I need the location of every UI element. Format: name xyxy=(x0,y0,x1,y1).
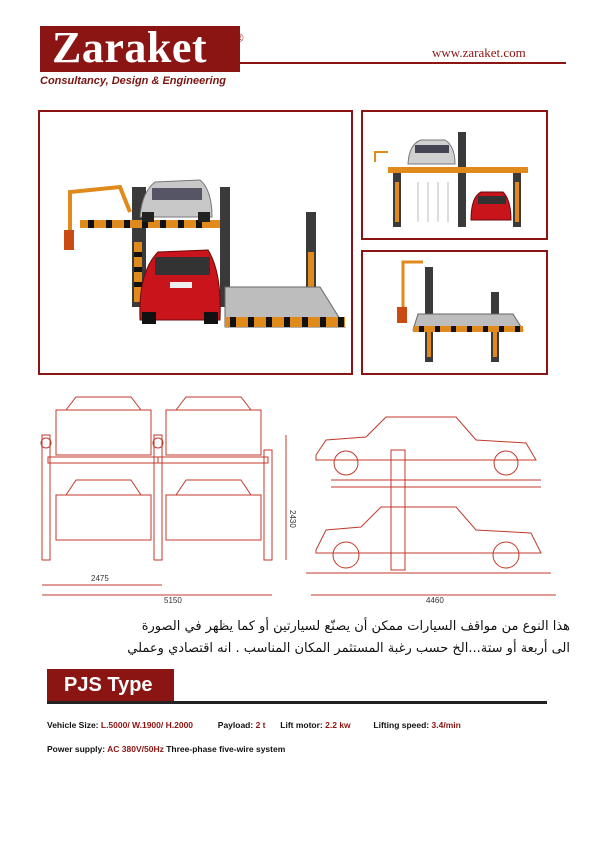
vehicle-size-label: Vehicle Size: xyxy=(47,720,99,730)
lift-motor-value: 2.2 kw xyxy=(325,720,351,730)
double-lift-photo-illustration xyxy=(363,112,546,238)
power-supply-extra: Three-phase five-wire system xyxy=(166,744,286,754)
dimension-label-width-single: 2475 xyxy=(91,574,109,583)
dimension-label-width-total: 5150 xyxy=(164,596,182,605)
dimension-label-length: 4460 xyxy=(426,596,444,605)
registered-mark: ® xyxy=(234,30,244,45)
header-divider xyxy=(240,62,566,64)
vehicle-size-value: L.5000/ W.1900/ H.2000 xyxy=(100,720,194,730)
specs-row-1 xyxy=(47,720,461,730)
product-type-badge: PJS Type xyxy=(47,669,174,702)
payload-label: Payload: xyxy=(217,720,254,730)
arabic-description xyxy=(40,616,570,660)
secondary-photo-top xyxy=(361,110,548,240)
lifting-speed-label: Lifting speed: xyxy=(373,720,430,730)
main-photo xyxy=(38,110,353,375)
parking-lift-photo-illustration xyxy=(40,112,351,373)
arabic-description-line: الى أربعة أو ستة...الخ حسب رغبة المستثمر المكان المناسب . انه اقتصادي وعملي xyxy=(127,641,570,656)
specs-row-2 xyxy=(47,744,285,754)
power-supply-value: AC 380V/50Hz xyxy=(107,744,164,754)
lift-motor-label: Lift motor: xyxy=(280,720,323,730)
lifting-speed-value: 3.4/min xyxy=(431,720,461,730)
dimension-label-height: 2430 xyxy=(288,510,297,528)
power-supply-label: Power supply: xyxy=(47,744,106,754)
secondary-photo-bottom xyxy=(361,250,548,375)
type-divider xyxy=(47,701,547,704)
empty-lift-photo-illustration xyxy=(363,252,546,373)
website-link[interactable]: www.zaraket.com xyxy=(432,45,526,60)
technical-drawing xyxy=(36,395,586,605)
arabic-description-line: هذا النوع من مواقف السيارات ممكن أن يصنّع لسيارتين أو كما يظهر في الصورة xyxy=(141,619,570,634)
tagline: Consultancy, Design & Engineering xyxy=(40,75,227,87)
payload-value: 2 t xyxy=(255,720,266,730)
brand-logo: Zaraket xyxy=(52,23,208,72)
